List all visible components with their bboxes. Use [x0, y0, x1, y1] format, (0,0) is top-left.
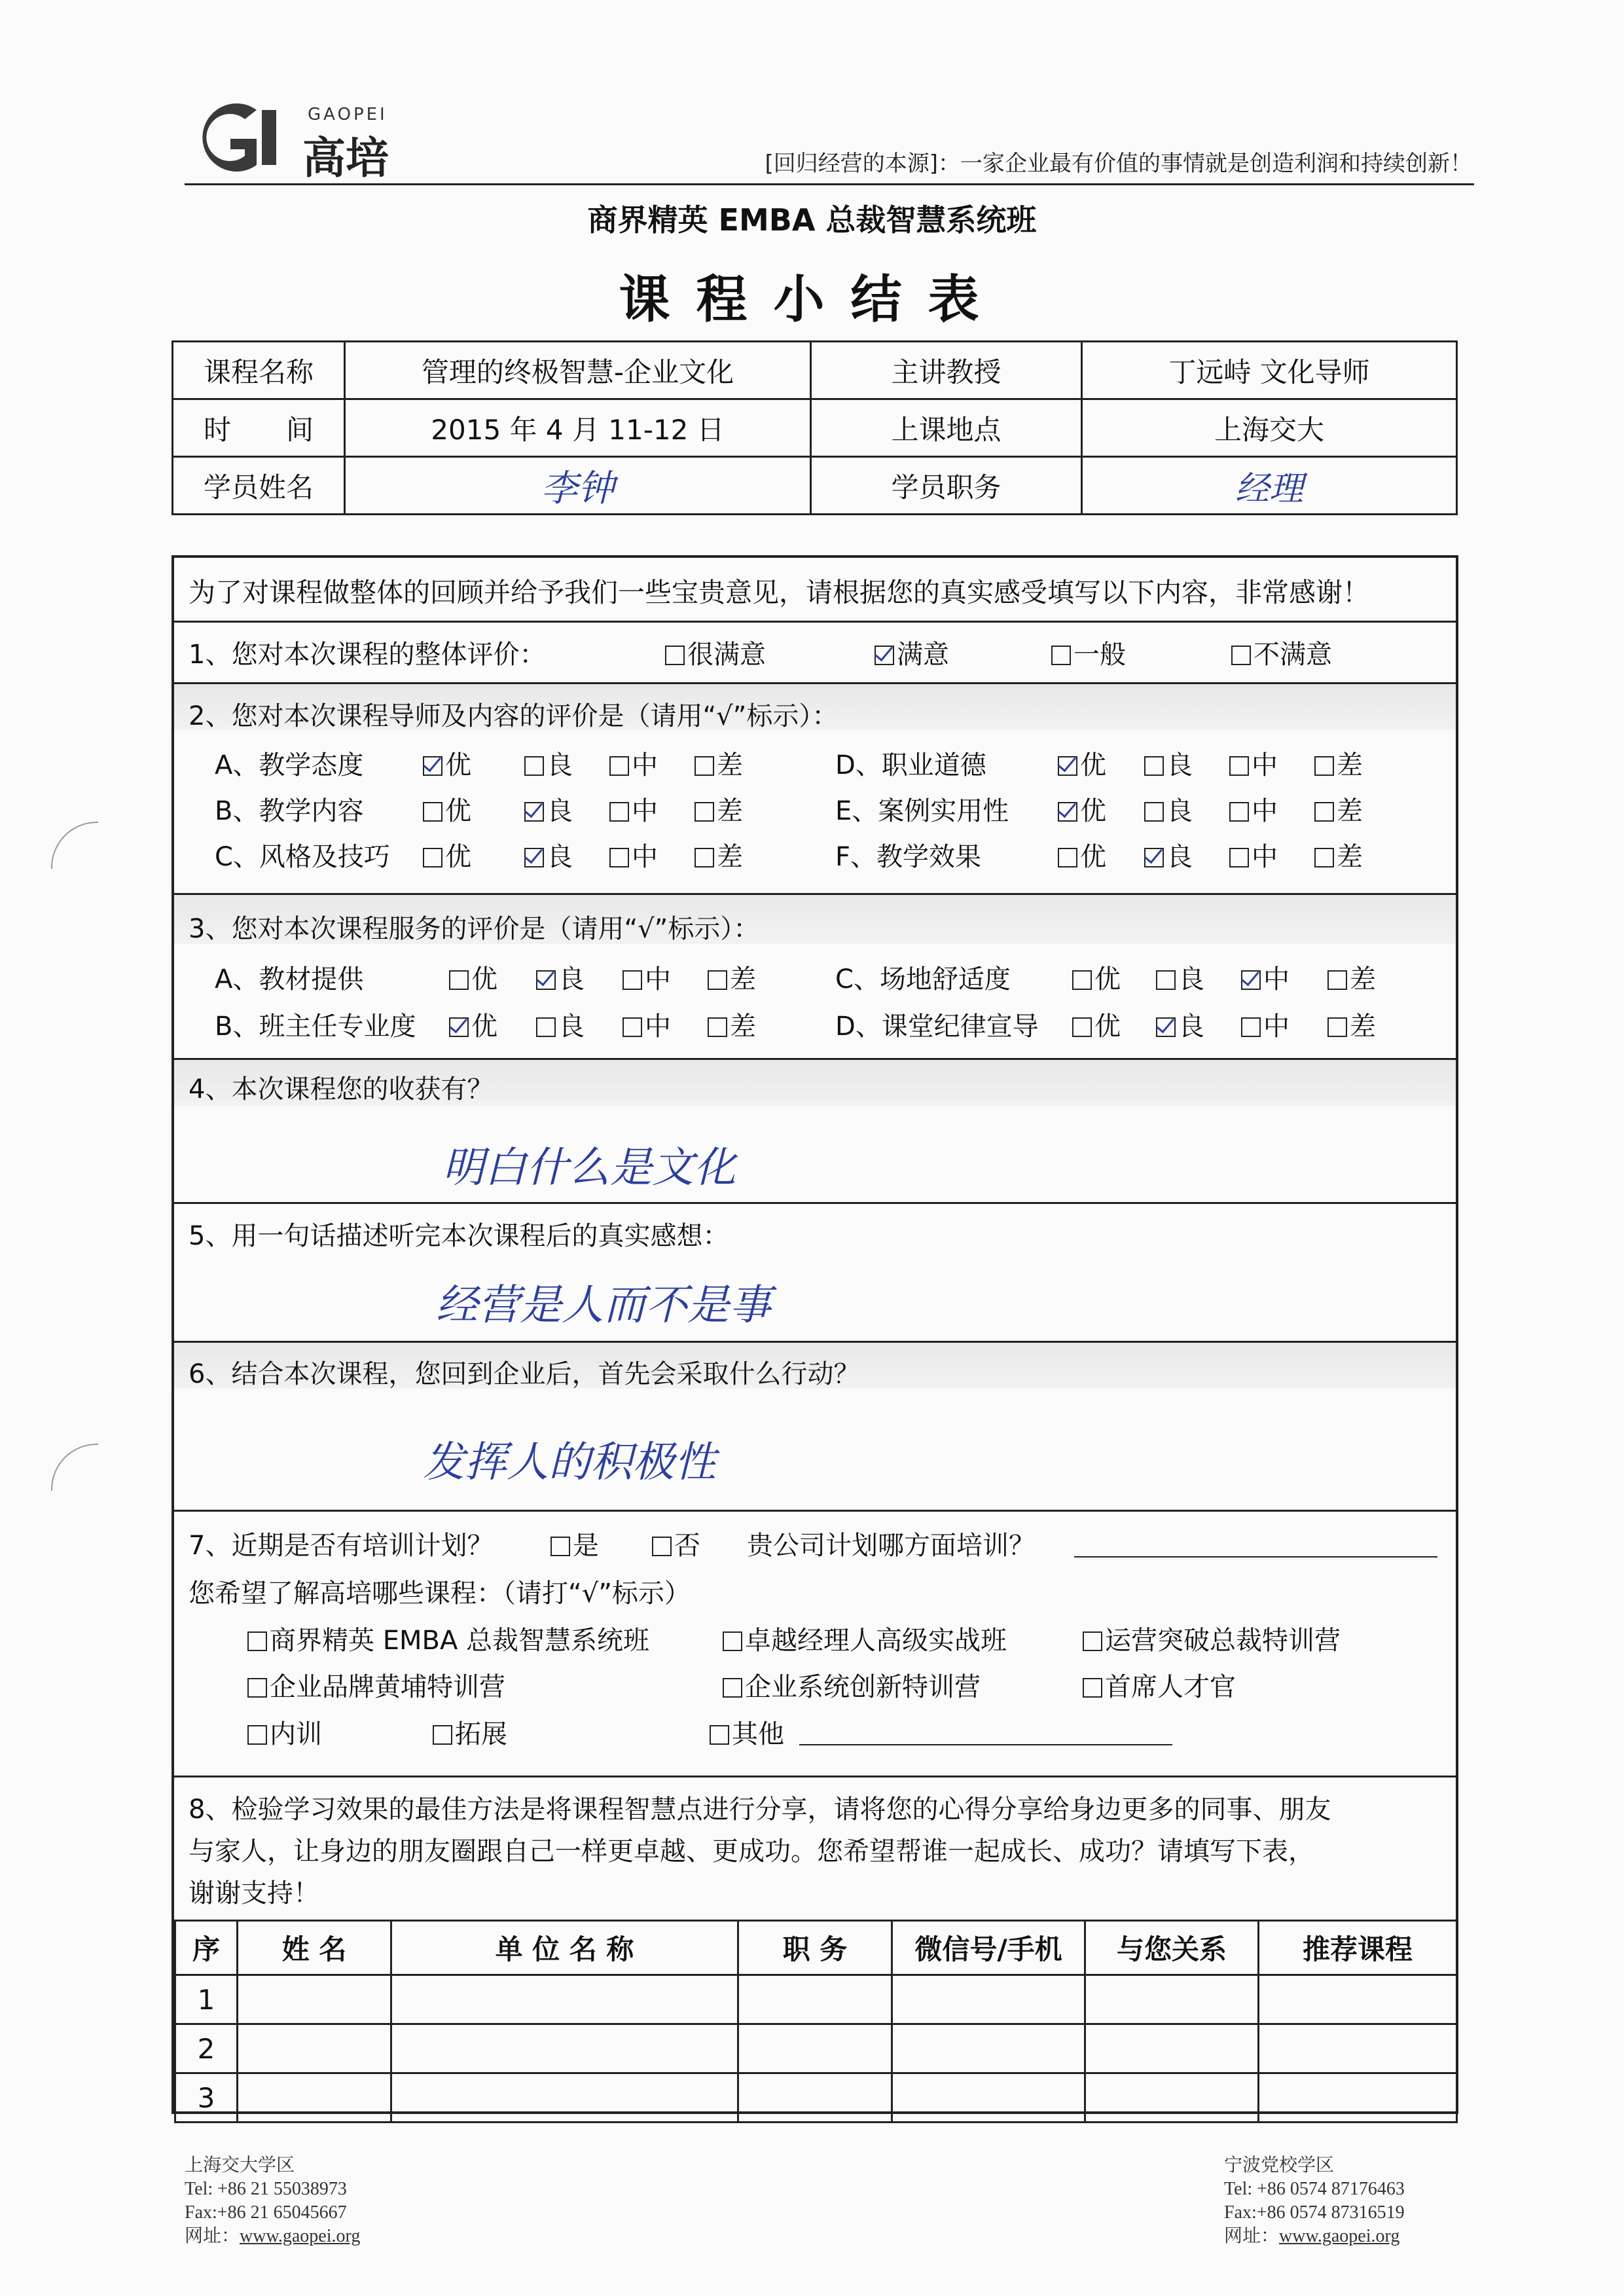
referral-input-cell[interactable]: [738, 2073, 892, 2123]
referral-input-cell[interactable]: [892, 1975, 1085, 2024]
q2-item-label: C、风格及技巧: [215, 842, 390, 872]
q3-rating-option[interactable]: 良: [536, 1006, 585, 1043]
checkbox[interactable]: [695, 756, 714, 776]
checkbox[interactable]: [1314, 802, 1334, 822]
checkbox[interactable]: [1327, 970, 1347, 990]
q3-rating-option[interactable]: 差: [1327, 1006, 1376, 1043]
time-value: 2015 年 4 月 11-12 日: [345, 399, 811, 457]
checkbox[interactable]: [1229, 848, 1249, 867]
checkbox[interactable]: [665, 646, 685, 665]
referral-input-cell[interactable]: [1085, 2024, 1259, 2073]
course-option[interactable]: 首席人才官: [1083, 1666, 1236, 1704]
checkbox[interactable]: [1144, 756, 1164, 776]
referral-header-cell: 姓 名: [238, 1921, 391, 1975]
q3-item-label: D、课堂纪律宣导: [835, 1011, 1039, 1042]
footer-left-tel: Tel: +86 21 55038973: [185, 2179, 347, 2199]
slogan: [回归经营的本源]：一家企业最有价值的事情就是创造利润和持续创新！: [765, 151, 1472, 177]
referral-input-cell[interactable]: [1259, 2073, 1457, 2123]
course-option[interactable]: 其他: [710, 1713, 784, 1751]
checkbox[interactable]: [1314, 848, 1334, 867]
checkbox[interactable]: [247, 1725, 267, 1745]
q2-rating-option[interactable]: 良: [1144, 836, 1193, 873]
q2-rating-option[interactable]: 良: [1144, 744, 1193, 782]
student-name-label: 学员姓名: [173, 457, 345, 515]
q3-item-label: B、班主任专业度: [215, 1011, 416, 1042]
q2-item-label: B、教学内容: [215, 796, 364, 826]
q2-rating-option[interactable]: 优: [423, 790, 471, 828]
q2-rating-option[interactable]: 良: [1144, 790, 1193, 828]
course-option[interactable]: 商界精英 EMBA 总裁智慧系统班: [247, 1620, 649, 1657]
q2-rating-option[interactable]: 中: [609, 744, 658, 782]
q2-rating-option[interactable]: 优: [1058, 836, 1106, 873]
q2-rating-option[interactable]: 中: [1229, 744, 1278, 782]
checkbox[interactable]: [524, 802, 544, 822]
q1-option[interactable]: 不满意: [1231, 634, 1332, 671]
q2-rating-option[interactable]: 差: [1314, 744, 1363, 782]
q3-rating-option[interactable]: 中: [623, 958, 671, 996]
checkbox[interactable]: [1229, 802, 1249, 822]
survey-form: [171, 555, 1458, 2114]
q5-answer[interactable]: 经营是人而不是事: [436, 1281, 771, 1330]
q2-rating-option[interactable]: 中: [1229, 790, 1278, 828]
checkbox[interactable]: [875, 646, 894, 665]
q8-line2: 与家人，让身边的朋友圈跟自己一样更卓越、更成功。您希望帮谁一起成长、成功？请填写下表，: [189, 1836, 1314, 1867]
footer-left: [185, 2154, 360, 2248]
checkbox[interactable]: [1231, 646, 1251, 665]
referral-input-cell[interactable]: [738, 1975, 892, 2024]
checkbox[interactable]: [1144, 802, 1164, 822]
place-value: 上海交大: [1082, 399, 1457, 457]
checkbox[interactable]: [609, 848, 629, 867]
checkbox[interactable]: [536, 1017, 556, 1037]
q3-rating-option[interactable]: 优: [1072, 958, 1121, 996]
footer-left-campus: 上海交大学区: [185, 2155, 295, 2176]
q2-rating-option[interactable]: 良: [524, 790, 573, 828]
q8-line1: 8、检验学习效果的最佳方法是将课程智慧点进行分享，请将您的心得分享给身边更多的同事、朋友: [189, 1795, 1331, 1825]
q3-rating-option[interactable]: 优: [449, 1006, 497, 1043]
q5-label: 5、用一句话描述听完本次课程后的真实感想：: [189, 1221, 729, 1251]
q7-which-label: 贵公司计划哪方面培训？: [747, 1531, 1035, 1561]
q1-option[interactable]: 很满意: [665, 634, 766, 671]
q3-rating-option[interactable]: 差: [708, 1006, 756, 1043]
referral-input-cell[interactable]: [391, 2024, 738, 2073]
checkbox[interactable]: [247, 1678, 267, 1698]
q1-label: 1、您对本次课程的整体评价：: [189, 640, 546, 670]
checkbox[interactable]: [723, 1678, 742, 1698]
student-name-field[interactable]: 李钟: [345, 457, 811, 515]
q1-option[interactable]: 满意: [875, 634, 949, 671]
footer-left-web-label: 网址：: [185, 2226, 240, 2246]
q2-rating-option[interactable]: 中: [609, 790, 658, 828]
q2-rating-option[interactable]: 良: [524, 744, 573, 782]
q3-rating-option[interactable]: 良: [1156, 958, 1204, 996]
q3-item-label: C、场地舒适度: [835, 964, 1011, 994]
referral-input-cell[interactable]: [238, 1975, 391, 2024]
referral-header-cell: 与您关系: [1085, 1921, 1259, 1975]
checkbox[interactable]: [524, 756, 544, 776]
lecturer-value: 丁远峙 文化导师: [1082, 342, 1457, 399]
q3-rating-option[interactable]: 中: [623, 1006, 671, 1043]
q3-label: 3、您对本次课程服务的评价是（请用“√”标示）：: [189, 914, 760, 944]
q7-no-option[interactable]: 否: [652, 1525, 700, 1562]
q2-item-label: E、案例实用性: [835, 796, 1009, 826]
referral-header-cell: 微信号/手机: [892, 1921, 1085, 1975]
checkbox[interactable]: [1058, 848, 1077, 867]
q8-line3: 谢谢支持！: [189, 1878, 319, 1908]
checkbox[interactable]: [623, 970, 642, 990]
q2-rating-option[interactable]: 差: [695, 836, 743, 873]
referral-input-cell[interactable]: [1259, 1975, 1457, 2024]
referral-input-cell[interactable]: [391, 1975, 738, 2024]
referral-row-number: 2: [175, 2024, 238, 2073]
q3-rating-option[interactable]: 良: [536, 958, 585, 996]
course-name-value: 管理的终极智慧-企业文化: [345, 342, 811, 399]
q2-rating-option[interactable]: 优: [1058, 790, 1106, 828]
checkbox[interactable]: [708, 1017, 727, 1037]
q3-rating-option[interactable]: 中: [1241, 958, 1290, 996]
course-option[interactable]: 内训: [247, 1713, 322, 1751]
q2-rating-option[interactable]: 差: [1314, 836, 1363, 873]
q4-label: 4、本次课程您的收获有？: [189, 1074, 494, 1104]
student-position-label: 学员职务: [811, 457, 1082, 515]
referral-input-cell[interactable]: [238, 2024, 391, 2073]
punch-hole: [51, 1444, 98, 1491]
course-option[interactable]: 运营突破总裁特训营: [1083, 1620, 1341, 1657]
q2-label: 2、您对本次课程导师及内容的评价是（请用“√”标示）：: [189, 701, 839, 731]
checkbox[interactable]: [710, 1725, 729, 1745]
checkbox[interactable]: [1327, 1017, 1347, 1037]
checkbox[interactable]: [1083, 1631, 1102, 1651]
q2-item-label: A、教学态度: [215, 750, 364, 780]
q6-answer[interactable]: 发挥人的积极性: [423, 1438, 716, 1487]
referral-input-cell[interactable]: [238, 2073, 391, 2123]
referral-header-cell: 推荐课程: [1259, 1921, 1457, 1975]
footer-right-campus: 宁波党校学区: [1224, 2155, 1335, 2176]
q2-item-label: D、职业道德: [835, 750, 986, 780]
q3-item-label: A、教材提供: [215, 964, 364, 994]
checkbox[interactable]: [247, 1631, 267, 1651]
course-option[interactable]: 企业品牌黄埔特训营: [247, 1666, 505, 1704]
checkbox[interactable]: [433, 1725, 452, 1745]
course-option[interactable]: 企业系统创新特训营: [723, 1666, 981, 1704]
checkbox[interactable]: [1241, 970, 1261, 990]
gaopei-logo-icon: [185, 98, 283, 177]
checkbox[interactable]: [423, 802, 442, 822]
checkbox[interactable]: [1072, 1017, 1092, 1037]
footer-right: [1224, 2154, 1405, 2248]
q2-rating-option[interactable]: 中: [1229, 836, 1278, 873]
header-rule: [185, 183, 1474, 185]
referral-row: [175, 2073, 1457, 2123]
checkbox[interactable]: [449, 970, 469, 990]
q4-answer[interactable]: 明白什么是文化: [442, 1144, 736, 1192]
footer-right-tel: Tel: +86 0574 87176463: [1224, 2179, 1405, 2199]
checkbox[interactable]: [1314, 756, 1334, 776]
checkbox[interactable]: [723, 1631, 742, 1651]
course-option[interactable]: 拓展: [433, 1713, 507, 1751]
q2-rating-option[interactable]: 差: [695, 790, 743, 828]
checkbox[interactable]: [550, 1537, 570, 1556]
referral-input-cell[interactable]: [1259, 2024, 1457, 2073]
checkbox[interactable]: [652, 1537, 672, 1556]
q2-rating-option[interactable]: 优: [423, 744, 471, 782]
program-subtitle: 商界精英 EMBA 总裁智慧系统班: [587, 202, 1037, 238]
checkbox[interactable]: [1241, 1017, 1261, 1037]
q3-rating-option[interactable]: 良: [1156, 1006, 1204, 1043]
q7-courses-label: 您希望了解高培哪些课程：（请打“√”标示）: [189, 1578, 691, 1609]
checkbox[interactable]: [609, 756, 629, 776]
checkbox[interactable]: [1156, 970, 1176, 990]
checkbox[interactable]: [449, 1017, 469, 1037]
checkbox[interactable]: [1058, 756, 1077, 776]
referral-row: [175, 2024, 1457, 2073]
checkbox[interactable]: [708, 970, 727, 990]
checkbox[interactable]: [1229, 756, 1249, 776]
time-label: 时 间: [173, 399, 345, 457]
q3-rating-option[interactable]: 中: [1241, 1006, 1290, 1043]
q2-rating-option[interactable]: 优: [1058, 744, 1106, 782]
q6-label: 6、结合本次课程，您回到企业后，首先会采取什么行动？: [189, 1359, 860, 1389]
checkbox[interactable]: [623, 1017, 642, 1037]
checkbox[interactable]: [609, 802, 629, 822]
referral-row: [175, 1975, 1457, 2024]
form-title: 课程小结表: [619, 270, 1005, 329]
q1-option[interactable]: 一般: [1051, 634, 1126, 671]
q2-rating-option[interactable]: 中: [609, 836, 658, 873]
q7-other-field[interactable]: [799, 1744, 1172, 1745]
checkbox[interactable]: [695, 848, 714, 867]
referral-row-number: 1: [175, 1975, 238, 2024]
q2-rating-option[interactable]: 良: [524, 836, 573, 873]
course-info-table: [171, 340, 1458, 515]
q3-rating-option[interactable]: 差: [708, 958, 756, 996]
q2-rating-option[interactable]: 差: [695, 744, 743, 782]
referral-table: [174, 1920, 1458, 2123]
checkbox[interactable]: [1156, 1017, 1176, 1037]
logo-english: GAOPEI: [308, 105, 388, 124]
referral-input-cell[interactable]: [1085, 1975, 1259, 2024]
checkbox[interactable]: [1144, 848, 1164, 867]
referral-header-cell: 职 务: [738, 1921, 892, 1975]
q2-rating-option[interactable]: 优: [423, 836, 471, 873]
survey-intro: 为了对课程做整体的回顾并给予我们一些宝贵意见，请根据您的真实感受填写以下内容，非常感谢！: [189, 577, 1369, 608]
footer-right-website-link[interactable]: www.gaopei.org: [1279, 2226, 1400, 2246]
q2-item-label: F、教学效果: [835, 842, 982, 872]
referral-input-cell[interactable]: [391, 2073, 738, 2123]
student-position-field[interactable]: 经理: [1082, 457, 1457, 515]
punch-hole: [51, 822, 98, 869]
footer-left-fax: Fax:+86 21 65045667: [185, 2202, 347, 2223]
checkbox[interactable]: [524, 848, 544, 867]
checkbox[interactable]: [536, 970, 556, 990]
referral-header-cell: 单 位 名 称: [391, 1921, 738, 1975]
checkbox[interactable]: [1072, 970, 1092, 990]
checkbox[interactable]: [1051, 646, 1071, 665]
referral-header-cell: 序: [175, 1921, 238, 1975]
footer-left-website-link[interactable]: www.gaopei.org: [240, 2226, 361, 2246]
referral-row-number: 3: [175, 2073, 238, 2123]
checkbox[interactable]: [1058, 802, 1077, 822]
footer-right-fax: Fax:+86 0574 87316519: [1224, 2202, 1405, 2223]
q2-rating-option[interactable]: 差: [1314, 790, 1363, 828]
logo-chinese: 高培: [302, 133, 389, 183]
checkbox[interactable]: [423, 848, 442, 867]
q3-rating-option[interactable]: 优: [1072, 1006, 1121, 1043]
place-label: 上课地点: [811, 399, 1082, 457]
checkbox[interactable]: [1083, 1678, 1102, 1698]
q3-rating-option[interactable]: 优: [449, 958, 497, 996]
course-option[interactable]: 卓越经理人高级实战班: [723, 1620, 1007, 1657]
referral-input-cell[interactable]: [892, 2024, 1085, 2073]
course-name-label: 课程名称: [173, 342, 345, 399]
q7-which-field[interactable]: [1074, 1556, 1437, 1558]
footer-right-web-label: 网址：: [1224, 2226, 1280, 2246]
checkbox[interactable]: [423, 756, 442, 776]
q7-label: 7、近期是否有培训计划？: [189, 1531, 494, 1561]
referral-input-cell[interactable]: [892, 2073, 1085, 2123]
q7-yes-option[interactable]: 是: [550, 1525, 599, 1562]
lecturer-label: 主讲教授: [811, 342, 1082, 399]
referral-input-cell[interactable]: [1085, 2073, 1259, 2123]
q3-rating-option[interactable]: 差: [1327, 958, 1376, 996]
checkbox[interactable]: [695, 802, 714, 822]
referral-input-cell[interactable]: [738, 2024, 892, 2073]
